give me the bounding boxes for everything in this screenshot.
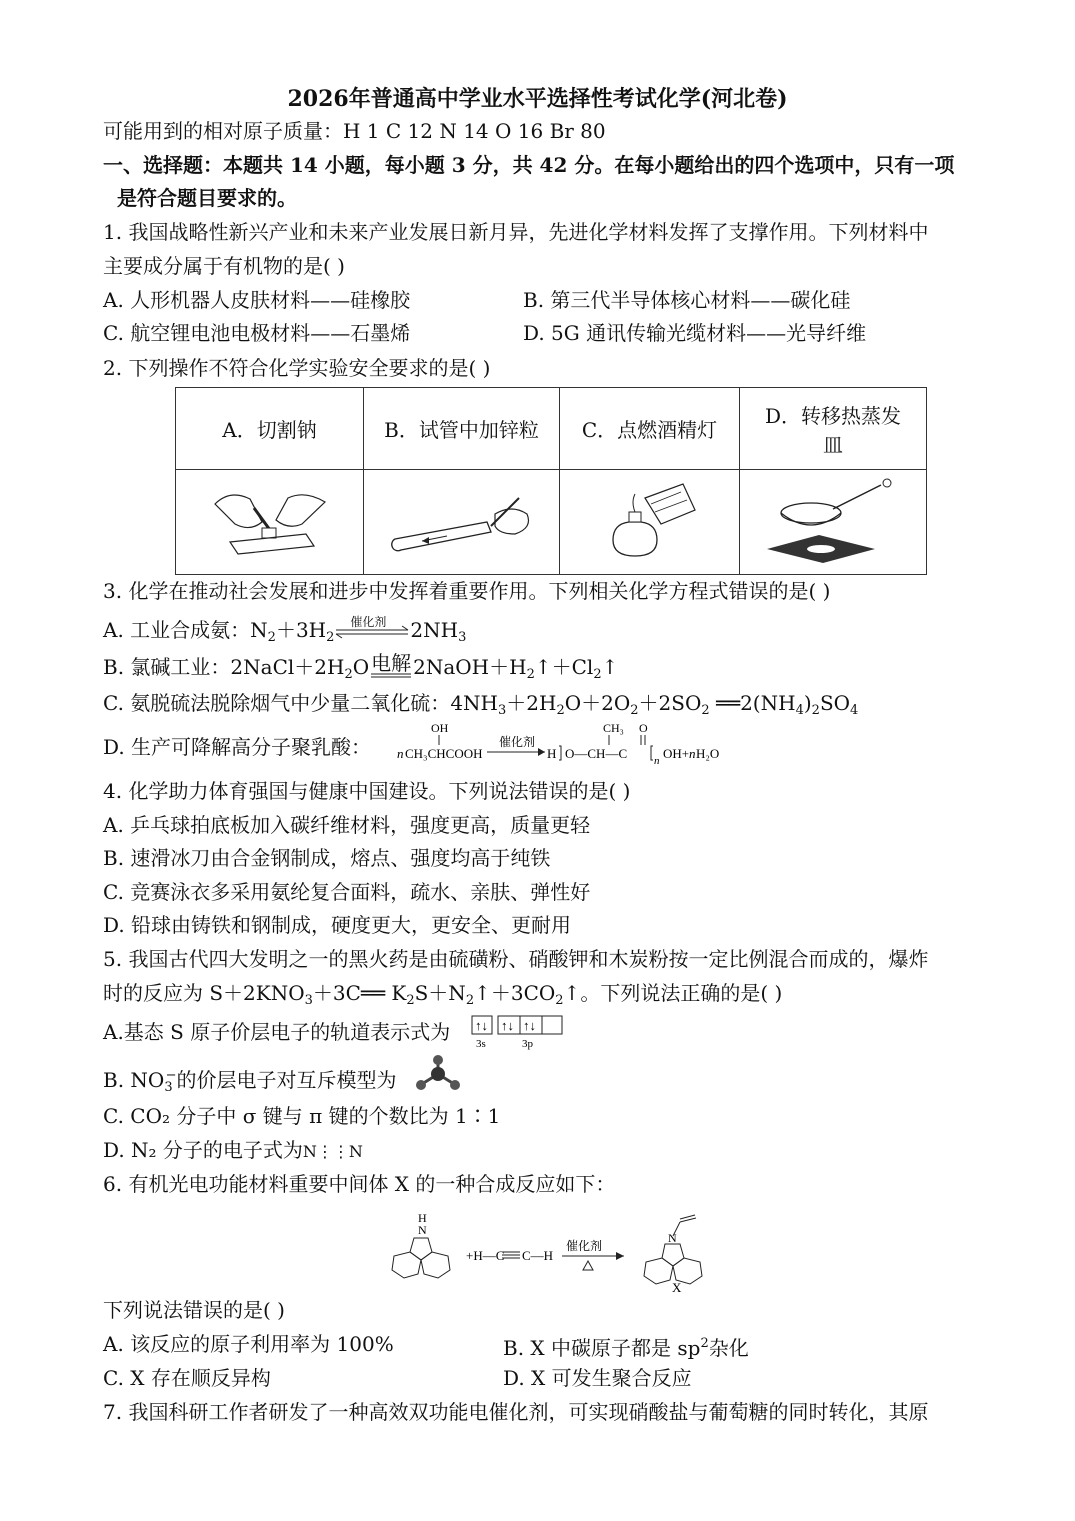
q2-header-c: C．点燃酒精灯 <box>560 388 740 470</box>
q3-option-b <box>103 651 619 687</box>
q5-b-text: 的价层电子对互斥模型为 <box>176 1068 397 1092</box>
q2-header-d-line2: 皿 <box>823 432 843 457</box>
q3-a-equation: $N_2+3H_2$ <box>250 618 335 645</box>
q3-b-condition: 电解 <box>371 651 412 675</box>
svg-text:n: n <box>654 755 660 767</box>
q3-d-catalyst: 催化剂 <box>499 735 536 749</box>
q2-header-d <box>740 388 927 470</box>
svg-text:n: n <box>397 746 404 761</box>
electrolysis-condition <box>369 651 413 679</box>
q3-a-product: $2NH_3$ <box>410 618 467 645</box>
q3-option-d-label: D. 生产可降解高分子聚乳酸： <box>103 735 372 759</box>
svg-text:H: H <box>547 746 557 761</box>
q3-option-d <box>103 735 371 759</box>
equilibrium-arrow-icon <box>334 618 410 642</box>
q4-option-d: D. 铅球由铸铁和钢制成，硬度更大，更安全、更耐用 <box>103 913 572 937</box>
q5-stem-line2 <box>103 981 782 1013</box>
q4-stem: 4. 化学助力体育强国与健康中国建设。下列说法错误的是( ) <box>103 779 631 803</box>
q7-stem: 7. 我国科研工作者研发了一种高效双功能电催化剂，可实现硝酸盐与葡萄糖的同时转化，其原 <box>103 1400 929 1424</box>
q6-option-b-pre: B. X 中碳原子都是 sp <box>503 1336 701 1360</box>
q5-option-b <box>103 1064 397 1100</box>
q1-stem-line2: 主要成分属于有机物的是( ) <box>103 254 345 278</box>
q1-option-c: C. 航空锂电池电极材料——石墨烯 <box>103 321 411 345</box>
q5-option-a <box>103 1020 450 1044</box>
q2-image-c <box>560 470 740 575</box>
q6-option-c: C. X 存在顺反异构 <box>103 1366 271 1390</box>
q5-option-c: C. CO₂ 分子中 σ 键与 π 键的个数比为 1∶1 <box>103 1104 501 1128</box>
svg-text:O: O <box>639 721 648 735</box>
q6-option-b-post: 杂化 <box>708 1336 749 1360</box>
equals-sign-icon <box>369 655 413 679</box>
vsepr-model-icon <box>410 1054 466 1094</box>
q5-stem2-post: 。下列说法正确的是( ) <box>580 981 783 1005</box>
q2-header-a: A．切割钠 <box>176 388 364 470</box>
q3-b-equation: $2NaCl+2H_2O$ <box>230 655 370 682</box>
q6-catalyst: 催化剂 <box>566 1239 603 1253</box>
svg-text:C—H: C—H <box>522 1248 554 1263</box>
svg-text:OH+: OH+ <box>663 746 690 761</box>
q2-header-d-line1: D．转移热蒸发 <box>764 403 902 428</box>
q3-option-a-label: A. 工业合成氨： <box>103 618 251 642</box>
orbital-3s-label: 3s <box>476 1038 486 1050</box>
test-tube-zinc-illustration <box>387 484 537 556</box>
q4-option-c: C. 竞赛泳衣多采用氨纶复合面料，疏水、亲肤、弹性好 <box>103 880 591 904</box>
q6-option-d: D. X 可发生聚合反应 <box>503 1366 692 1390</box>
product-x-structure <box>644 1215 702 1284</box>
svg-text:CH₃CHCOOH: CH₃CHCOOH <box>405 746 483 761</box>
svg-text:n: n <box>689 746 696 761</box>
svg-text:N: N <box>668 1231 677 1245</box>
q2-header-b: B．试管中加锌粒 <box>364 388 560 470</box>
q2-table <box>175 387 927 575</box>
q3-a-catalyst: 催化剂 <box>350 615 387 629</box>
svg-text:H: H <box>418 1211 427 1225</box>
q1-option-d: D. 5G 通讯传输光缆材料——光导纤维 <box>523 321 867 345</box>
q6-stem: 6. 有机光电功能材料重要中间体 X 的一种合成反应如下： <box>103 1172 616 1196</box>
q2-image-b <box>364 470 560 575</box>
svg-text:N: N <box>418 1223 427 1237</box>
q3-option-b-label: B. 氯碱工业： <box>103 655 231 679</box>
svg-text:CH₃: CH₃ <box>603 721 624 735</box>
q6-reaction-scheme <box>380 1208 725 1296</box>
section1-header-line2: 是符合题目要求的。 <box>117 186 297 210</box>
carbazole-structure <box>392 1211 450 1278</box>
q1-stem-line1: 1. 我国战略性新兴产业和未来产业发展日新月异，先进化学材料发挥了支撑作用。下列材料中 <box>103 220 929 244</box>
q5-b-prefix: B. $NO_3^-$ <box>103 1068 177 1095</box>
svg-text:↑↓: ↑↓ <box>523 1018 536 1033</box>
q3-stem: 3. 化学在推动社会发展和进步中发挥着重要作用。下列相关化学方程式错误的是( ) <box>103 579 831 603</box>
q2-stem: 2. 下列操作不符合化学实验安全要求的是( ) <box>103 356 491 380</box>
orbital-3p-label: 3p <box>522 1038 533 1050</box>
svg-text:↑↓: ↑↓ <box>475 1018 488 1033</box>
evaporating-dish-illustration <box>763 475 903 565</box>
q3-b-product: $2NaOH+H_2↑+Cl_2↑$ <box>413 655 619 682</box>
cutting-sodium-illustration <box>210 484 330 556</box>
q6-option-a: A. 该反应的原子利用率为 100% <box>103 1332 394 1356</box>
q5-stem2-pre: 时的反应为 <box>103 981 210 1005</box>
q4-option-a: A. 乒乓球拍底板加入碳纤维材料，强度更高，质量更轻 <box>103 813 591 837</box>
polylactic-acid-equation <box>395 718 725 768</box>
q4-option-b: B. 速滑冰刀由合金钢制成，熔点、强度均高于纯铁 <box>103 846 551 870</box>
n2-electron-formula: N⋮⋮N <box>302 1142 363 1161</box>
q6-ask: 下列说法错误的是( ) <box>103 1298 285 1322</box>
reversible-arrow <box>334 615 410 642</box>
svg-text:+H—C: +H—C <box>466 1248 505 1263</box>
product-x-label: X <box>672 1280 682 1295</box>
q5-option-d-text: D. N₂ 分子的电子式为 <box>103 1138 303 1162</box>
section1-header-line1: 一、选择题：本题共 14 小题，每小题 3 分，共 42 分。在每小题给出的四个选项中，只有一项 <box>103 153 955 177</box>
svg-text:OH: OH <box>431 721 449 735</box>
q1-option-b: B. 第三代半导体核心材料——碳化硅 <box>523 288 851 312</box>
q3-c-equation: $4NH_3+2H_2O+2O_2+2SO_2$ $══2(NH_4)_2SO_4$ <box>450 691 859 718</box>
q5-equation: $S+2KNO_3+3C══$ $K_2S+N_2↑+3CO_2↑$ <box>209 981 581 1008</box>
svg-text:H₂O: H₂O <box>696 746 720 761</box>
orbital-diagram <box>470 1014 566 1050</box>
q5-stem-line1: 5. 我国古代四大发明之一的黑火药是由硫磺粉、硝酸钾和木炭粉按一定比例混合而成的，爆炸 <box>103 947 929 971</box>
q6-option-b: B. X 中碳原子都是 $sp^2$杂化 <box>503 1336 749 1360</box>
q3-option-a <box>103 615 467 650</box>
alcohol-lamp-illustration <box>595 480 705 560</box>
q2-image-a <box>176 470 364 575</box>
q1-option-a: A. 人形机器人皮肤材料——硅橡胶 <box>103 288 411 312</box>
svg-text:O—CH—C: O—CH—C <box>565 746 628 761</box>
q5-option-a-text: A.基态 S 原子价层电子的轨道表示式为 <box>103 1020 451 1044</box>
q3-option-c-label: C. 氨脱硫法脱除烟气中少量二氧化硫： <box>103 691 451 715</box>
atomic-masses: 可能用到的相对原子质量：H 1 C 12 N 14 O 16 Br 80 <box>103 119 606 143</box>
q5-option-d <box>103 1138 363 1164</box>
svg-text:↑↓: ↑↓ <box>501 1018 514 1033</box>
q2-image-d <box>740 470 927 575</box>
page-title: 2026年普通高中学业水平选择性考试化学(河北卷) <box>287 86 788 112</box>
